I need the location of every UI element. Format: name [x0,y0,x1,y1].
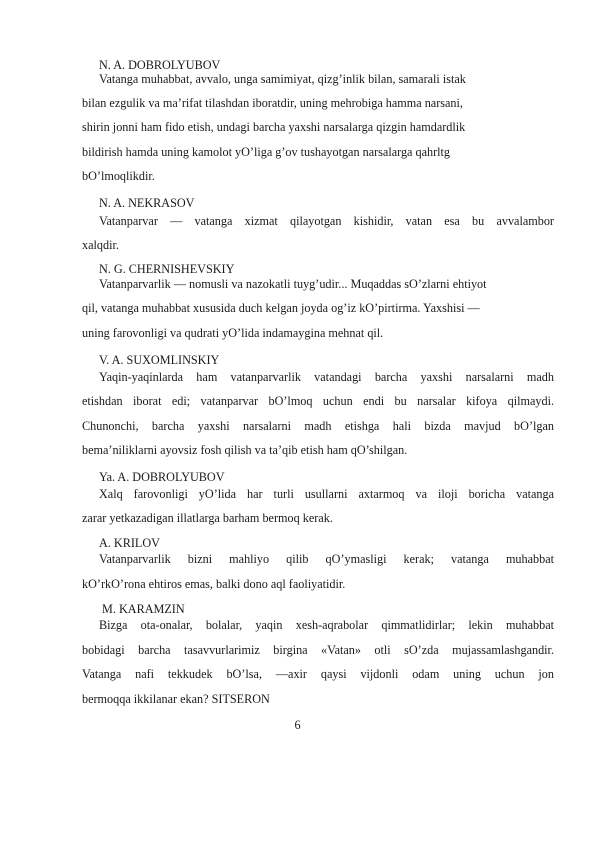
author-heading: Ya. A. DOBROLYUBOV [99,470,225,484]
quote-line: Yaqin-yaqinlarda ham vatanparvarlik vatandagi barcha yaxshi narsalarni madh [99,370,554,384]
author-heading: N. A. NEKRASOV [99,196,195,210]
author-heading: N. G. CHERNISHEVSKIY [99,262,235,276]
quote-line: bermoqqa ikkilanar ekan? SITSERON [82,692,270,706]
quote-line: Bizga ota-onalar, bolalar, yaqin xesh-aqrabolar qimmatlidirlar; lekin muhabbat [99,618,554,632]
quote-line: Xalq farovonligi yO’lida har turli usullarni axtarmoq va iloji boricha vatanga [99,487,554,501]
quote-line: bildirish hamda uning kamolot yO’liga g’ov tushayotgan narsalarga qahrltg [82,145,451,159]
author-heading: M. KARAMZIN [99,602,185,616]
quote-line: uning farovonligi va qudrati yO’lida indamaygina mehnat qil. [82,326,384,340]
page-number: 6 [294,718,301,732]
quote-line: bO’lmoqlikdir. [82,169,155,183]
quote-line: Vatanparvarlik — nomusli va nazokatli tuyg’udir... Muqaddas sO’zlarni ehtiyot [99,277,487,291]
quote-line: Vatanparvar — vatanga xizmat qilayotgan kishidir, vatan esa bu avvalambor [99,214,554,228]
quote-line: bobidagi barcha tasavvurlarimiz birgina «Vatan» otli sO’zda mujassamlashgandir. [82,643,554,657]
quote-line: Vatanga muhabbat, avvalo, unga samimiyat, qizg’inlik bilan, samarali istak [99,72,466,86]
author-heading: V. A. SUXOMLINSKIY [99,353,220,367]
quote-line: Chunonchi, barcha yaxshi narsalarni madh etishga hali bizda mavjud bO’lgan [82,419,554,433]
quote-line: Vatanparvarlik bizni mahliyo qilib qO’ymasligi kerak; vatanga muhabbat [99,552,554,566]
quote-line: qil, vatanga muhabbat xususida duch kelgan joyda og’iz kO’pirtirma. Yaxshisi — [82,301,480,315]
author-heading: N. A. DOBROLYUBOV [99,58,221,72]
author-heading: A. KRILOV [99,536,160,550]
quote-line: etishdan iborat edi; vatanparvar bO’lmoq uchun endi bu narsalar kifoya qilmaydi. [82,394,554,408]
quote-line: Vatanga nafi tekkudek bO’lsa, —axir qaysi vijdonli odam uning uchun jon [82,667,554,681]
quote-line: shirin jonni ham fido etish, undagi barcha yaxshi narsalarga qizgin hamdardlik [82,120,466,134]
quote-line: bilan ezgulik va ma’rifat tilashdan iboratdir, uning mehrobiga hamma narsani, [82,96,463,110]
quote-line: zarar yetkazadigan illatlarga barham bermoq kerak. [82,511,333,525]
quote-line: xalqdir. [82,238,119,252]
quote-line: bema’niliklarni ayovsiz fosh qilish va ta’qib etish ham qO’shilgan. [82,443,408,457]
quote-line: kO’rkO’rona ehtiros emas, balki dono aql faoliyatidir. [82,577,346,591]
